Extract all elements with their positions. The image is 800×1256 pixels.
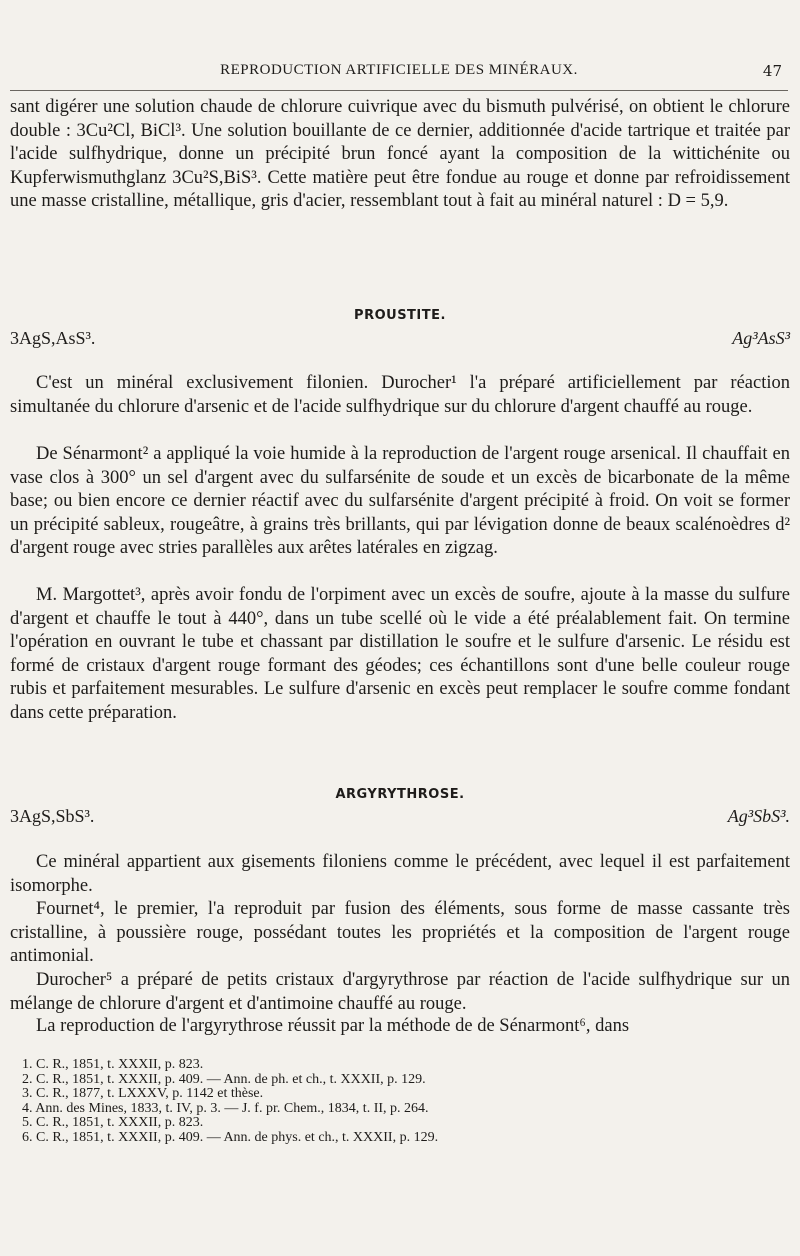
proustite-formula-right: Ag³AsS³: [732, 328, 790, 348]
section-title-proustite: PROUSTITE.: [354, 308, 446, 323]
running-header: [10, 62, 788, 91]
proustite-formula-left: 3AgS,AsS³.: [10, 328, 96, 348]
proustite-formula-row: [10, 328, 790, 352]
section-title-argyrythrose: ARGYRYTHROSE.: [335, 787, 465, 802]
opening-paragraph: sant digérer une solution chaude de chlorure cuivrique avec du bismuth pulvérisé, on obtient le chlorure double : 3Cu²Cl, BiCl³. Une solution bouillante de ce dernier, additionnée d'acide tartrique et traitée par l'acide sulfhydrique, donne un précipité brun foncé ayant la composition de la wittichénite ou Kupferwismuthglanz 3Cu²S,BiS³. Cette matière peut être fondue au rouge et donne par refroidissement une masse cristalline, métallique, gris d'acier, ressemblant tout à fait au minéral naturel : D = 5,9.: [10, 97, 790, 212]
fournet-paragraph: Fournet⁴, le premier, l'a reproduit par fusion des éléments, sous forme de masse cassante très cristalline, à poussière rouge, possédant toutes les propriétés et la composition de l'argent rouge antimonial.: [10, 899, 790, 967]
page-number: 47: [762, 62, 782, 80]
argyrythrose-formula-row: [10, 806, 790, 830]
durocher-paragraph: Durocher⁵ a préparé de petits cristaux d'argyrythrose par réaction de l'acide sulfhydrique sur un mélange de chlorure d'argent et d'antimoine chauffé au rouge.: [10, 970, 790, 1014]
footnotes: [22, 1058, 782, 1146]
last-paragraph: La reproduction de l'argyrythrose réussit par la méthode de de Sénarmont⁶, dans: [36, 1016, 630, 1036]
running-title: REPRODUCTION ARTIFICIELLE DES MINÉRAUX.: [220, 62, 578, 78]
argyrythrose-intro-paragraph: Ce minéral appartient aux gisements filoniens comme le précédent, avec lequel il est parfaitement isomorphe.: [10, 852, 790, 896]
footnote-5: 5. C. R., 1851, t. XXXII, p. 823.: [22, 1115, 204, 1131]
footnote-1: 1. C. R., 1851, t. XXXII, p. 823.: [22, 1057, 204, 1072]
footnote-2: 2. C. R., 1851, t. XXXII, p. 409. — Ann. de ph. et ch., t. XXXII, p. 129.: [22, 1071, 426, 1087]
footnote-6: 6. C. R., 1851, t. XXXII, p. 409. — Ann. de phys. et ch., t. XXXII, p. 129.: [22, 1129, 439, 1145]
argyrythrose-formula-left: 3AgS,SbS³.: [10, 806, 95, 826]
margottet-paragraph: M. Margottet³, après avoir fondu de l'orpiment avec un excès de soufre, ajoute à la masse du sulfure d'argent et chauffe le tout à 440°, dans un tube scellé où le vide a été préalablement fait. On termine l'opération en ouvrant le tube et chassant par distillation le soufre et le sulfure d'arsenic. Le résidu est formé de cristaux d'argent rouge formant des géodes; ces échantillons sont d'une belle couleur rouge rubis et parfaitement mesurables. Le sulfure d'arsenic en excès peut remplacer le soufre comme fondant dans cette préparation.: [10, 585, 790, 723]
senarmont-paragraph: De Sénarmont² a appliqué la voie humide à la reproduction de l'argent rouge arsenical. Il chauffait en vase clos à 300° un sel d'argent avec du sulfarsénite de soude et un excès de bicarbonate de la même base; ou bien encore ce dernier réactif avec du sulfarsénite d'argent précipité à froid. On voit se former un précipité sableux, rougeâtre, à grains très brillants, qui par lévigation donne de beaux scalénoèdres d² d'argent rouge avec stries parallèles aux arêtes latérales en zigzag.: [10, 444, 790, 559]
proustite-intro-paragraph: C'est un minéral exclusivement filonien. Durocher¹ l'a préparé artificiellement par réaction simultanée du chlorure d'arsenic et de l'acide sulfhydrique sur du chlorure d'argent chauffé au rouge.: [10, 373, 790, 417]
footnote-3: 3. C. R., 1877, t. LXXXV, p. 1142 et thèse.: [22, 1086, 264, 1102]
argyrythrose-formula-right: Ag³SbS³.: [727, 806, 790, 826]
footnote-4: 4. Ann. des Mines, 1833, t. IV, p. 3. — J. f. pr. Chem., 1834, t. II, p. 264.: [22, 1100, 429, 1116]
